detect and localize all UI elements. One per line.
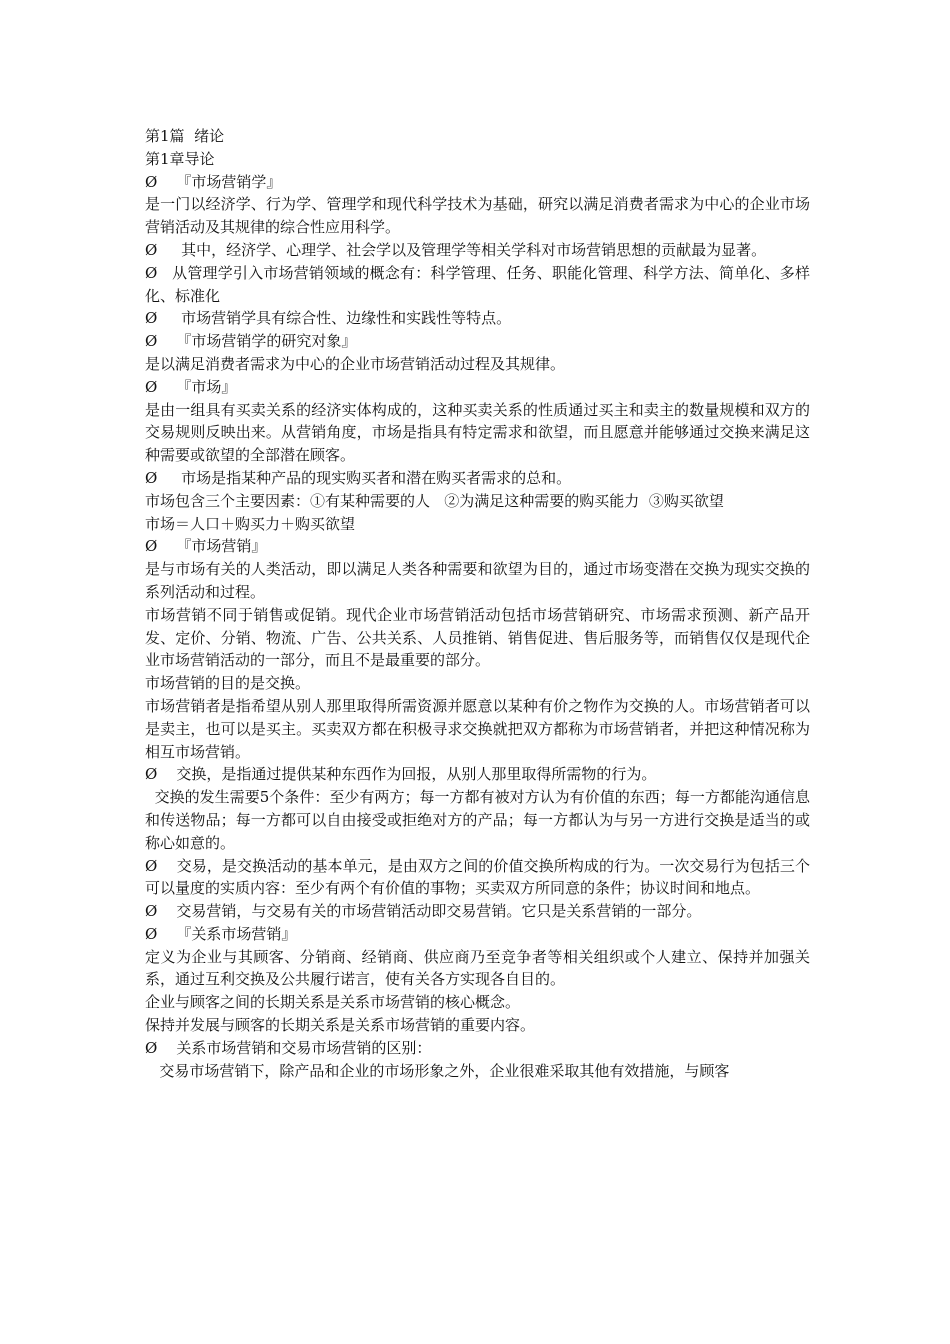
- formula-line: 市场＝人口＋购买力＋购买欲望: [145, 514, 356, 533]
- paragraph: 保持并发展与顾客的长期关系是关系市场营销的重要内容。: [145, 1016, 536, 1035]
- chapter-heading: 第1章导论: [145, 149, 215, 168]
- bullet-paragraph: Ø 其中，经济学、心理学、社会学以及管理学等相关学科对市场营销思想的贡献最为显著。: [145, 240, 767, 259]
- bullet-paragraph: Ø 交易营销，与交易有关的市场营销活动即交易营销。它只是关系营销的一部分。: [145, 902, 702, 921]
- paragraph: 市场营销不同于销售或促销。现代企业市场营销活动包括市场营销研究、市场需求预测、新产品开发、定价、分销、物流、广告、公共关系、人员推销、销售促进、售后服务等，而销售仅仅是现代企业市场营销活动的一部分，而且不是最重要的部分。: [145, 605, 810, 670]
- paragraph: 定义为企业与其顾客、分销商、经销商、供应商乃至竞争者等相关组织或个人建立、保持并加强关系，通过互利交换及公共履行诺言，使有关各方实现各自目的。: [145, 947, 810, 989]
- paragraph: 企业与顾客之间的长期关系是关系市场营销的核心概念。: [145, 993, 521, 1012]
- paragraph: 交换的发生需要5个条件：至少有两方；每一方都有被对方认为有价值的东西；每一方都能沟通信息和传送物品；每一方都可以自由接受或拒绝对方的产品；每一方都认为与另一方进行交换是适当的或称心如意的。: [145, 788, 810, 852]
- bullet-paragraph: Ø 市场营销学具有综合性、边缘性和实践性等特点。: [145, 309, 512, 328]
- document-body: [145, 125, 810, 1082]
- paragraph: 市场营销者是指希望从别人那里取得所需资源并愿意以某种有价之物作为交换的人。市场营销者可以是卖主，也可以是买主。买卖双方都在积极寻求交换就把双方都称为市场营销者，并把这种情况称为相互市场营销。: [145, 696, 810, 761]
- term-heading-research-object: Ø 『市场营销学的研究对象』: [145, 332, 357, 351]
- part-heading: 第1篇 绪论: [145, 127, 225, 145]
- paragraph: 是与市场有关的人类活动，即以满足人类各种需要和欲望为目的，通过市场变潜在交换为现实交换的系列活动和过程。: [145, 560, 810, 601]
- bullet-paragraph: Ø 交易，是交换活动的基本单元，是由双方之间的价值交换所构成的行为。一次交易行为包括三个可以量度的实质内容：至少有两个有价值的事物；买卖双方所同意的条件；协议时间和地点。: [145, 856, 810, 898]
- bullet-paragraph: Ø 市场是指某种产品的现实购买者和潜在购买者需求的总和。: [145, 468, 572, 487]
- term-heading-relationship-marketing: Ø 『关系市场营销』: [145, 924, 297, 943]
- bullet-paragraph: Ø 从管理学引入市场营销领域的概念有：科学管理、任务、职能化管理、科学方法、简单化、多样化、标准化: [145, 263, 810, 305]
- term-heading-marketing-science: Ø 『市场营销学』: [145, 172, 282, 191]
- paragraph: 是以满足消费者需求为中心的企业市场营销活动过程及其规律。: [145, 354, 566, 373]
- paragraph: 市场包含三个主要因素：①有某种需要的人 ②为满足这种需要的购买能力 ③购买欲望: [145, 491, 724, 510]
- bullet-paragraph: Ø 关系市场营销和交易市场营销的区别：: [145, 1038, 432, 1057]
- paragraph: 市场营销的目的是交换。: [145, 674, 311, 693]
- paragraph: 是由一组具有买卖关系的经济实体构成的，这种买卖关系的性质通过买主和卖主的数量规模和双方的交易规则反映出来。从营销角度，市场是指具有特定需求和欲望，而且愿意并能够通过交换来满足这种需要或欲望的全部潜在顾客。: [145, 400, 810, 465]
- term-heading-market: Ø 『市场』: [145, 377, 237, 396]
- paragraph: 是一门以经济学、行为学、管理学和现代科学技术为基础，研究以满足消费者需求为中心的企业市场营销活动及其规律的综合性应用科学。: [145, 195, 810, 237]
- term-heading-marketing: Ø 『市场营销』: [145, 537, 267, 556]
- paragraph: 交易市场营销下，除产品和企业的市场形象之外，企业很难采取其他有效措施，与顾客: [145, 1061, 730, 1080]
- bullet-paragraph: Ø 交换，是指通过提供某种东西作为回报，从别人那里取得所需物的行为。: [145, 765, 657, 784]
